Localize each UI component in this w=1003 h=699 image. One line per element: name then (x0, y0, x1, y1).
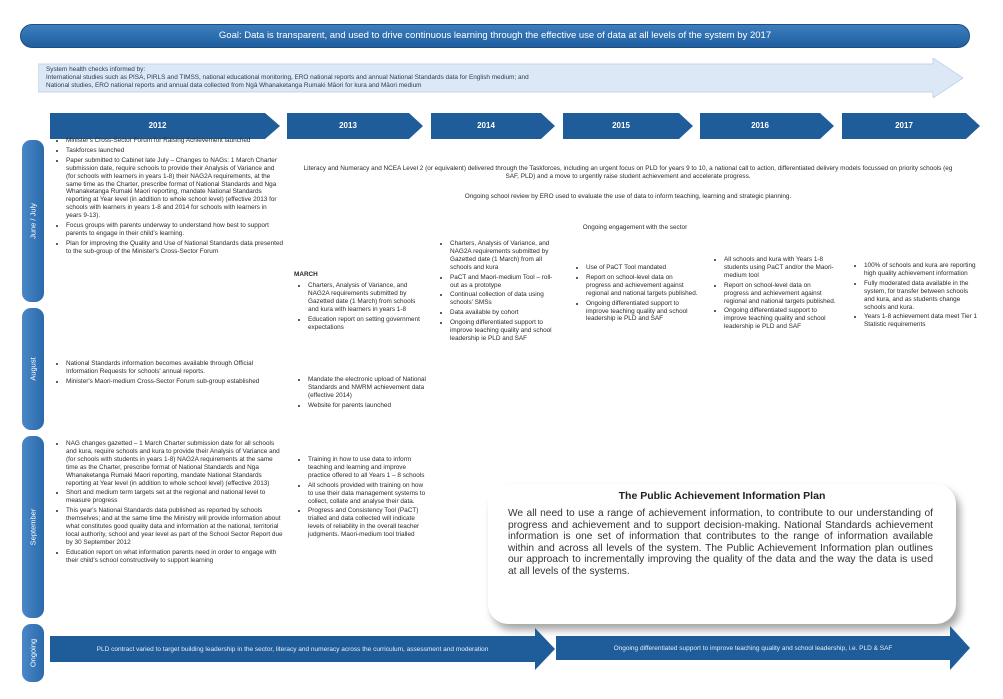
plan-title: The Public Achievement Information Plan (618, 490, 826, 502)
list-item: • Education report on what information parents need in order to engage with their child's school constructively to support learning (66, 549, 284, 565)
engagement-text: Ongoing engagement with the sector (582, 224, 688, 231)
list-item: • Plan for improving the Quality and Use of National Standards data presented to the sub-group of the Minister's Cross-Sector Forum (66, 240, 284, 256)
col-2012-august (52, 360, 284, 388)
list-item: • Report on school-level data on progress and achievement against regional and national targets published. (724, 282, 836, 306)
list-item: • Training in how to use data to inform teaching and learning and improve practice offered to all Years 1 – 8 schools (308, 456, 426, 480)
list-item: • Minister's Maori-medium Cross-Sector Forum sub-group established (66, 378, 284, 386)
list-item: • Website for parents launched (308, 402, 426, 410)
list-item: • Years 1-8 achievement data meet Tier 1 Statistic requirements (864, 313, 978, 329)
list-item: • National Standards information becomes available through Official Information Requests for schools' annual reports. (66, 360, 284, 376)
list-item: • Focus groups with parents underway to understand how best to support parents to engage in their child's learning. (66, 222, 284, 238)
side-september-label: September (28, 508, 38, 546)
side-june-july (22, 140, 44, 302)
ongoing-left-text: PLD contract varied to target building leadership in the sector, literacy and numeracy across the curriculum, assessment and moderation (96, 645, 489, 653)
list-item: • All schools and kura with Years 1-8 students using PaCT and/or the Maori-medium tool (724, 256, 836, 280)
health-title: System health checks informed by: (46, 66, 146, 73)
col-2017 (850, 262, 978, 331)
public-achievement-plan-box (488, 484, 956, 624)
list-item: • NAG changes gazetted – 1 March Charter submission date for all schools and kura, require schools and kura to provide their Analysis of Variance and (for schools with students in years 1-8) NAG2A requirements at the same time as the Charter, prescribe format of National Standards and Nga Whanaketanga Rumaki Maori reporting, mandate National Standards reporting at Year level (in addition to whole school level) (effective 2013) (66, 440, 284, 487)
list-item: • Data available by cohort (450, 309, 558, 317)
year-label-2016: 2016 (751, 121, 769, 130)
taskforces-text: Literacy and Numeracy and NCEA Level 2 (or equivalent) delivered through the Taskforces, including an urgent focus on PLD for years 9 to 10, a national call to action, differentiated delivery models focussed on priority schools (eg SAF, PLD) and a move to urgently raise student achievement and accelerate progress. (303, 165, 953, 180)
side-september (22, 436, 44, 618)
list-item: • Ongoing differentiated support to improve teaching quality and school leadership ie PLD and SAF (450, 319, 558, 343)
ongoing-arrow-right (556, 626, 970, 670)
health-text (46, 66, 926, 91)
list-item: • 100% of schools and kura are reporting high quality achievement information (864, 262, 978, 278)
col-2016 (710, 256, 836, 333)
system-health-arrow (38, 58, 963, 98)
list-item: • Minister's Cross-Sector Forum for Raising Achievement launched (66, 137, 284, 145)
year-arrow-2014 (431, 113, 555, 145)
list-item: • Education report on setting government expectations (308, 316, 426, 332)
side-ongoing (22, 624, 44, 682)
list-item: • Taskforces launched (66, 147, 284, 155)
year-label-2014: 2014 (477, 121, 495, 130)
list-item: • Mandate the electronic upload of National Standards and NWRM achievement data (effective 2014) (308, 376, 426, 400)
col-2013-mid (294, 376, 426, 412)
side-august-label: August (28, 357, 38, 381)
year-arrow-2017 (842, 113, 980, 145)
list-item: • Report on school-level data on progress and achievement against regional and national targets published. (586, 274, 698, 298)
col-2013-late (294, 456, 426, 541)
year-label-2012: 2012 (148, 121, 167, 130)
list-item: • Fully moderated data available in the system, for transfer between schools and kura, and as students change schools and kura. (864, 280, 978, 312)
col-2012-june (52, 137, 284, 258)
year-label-2017: 2017 (895, 121, 913, 130)
year-arrow-2016 (700, 113, 834, 145)
list-item: • Ongoing differentiated support to improve teaching quality and school leadership ie PLD and SAF (724, 307, 836, 331)
march-label: MARCH (294, 271, 318, 278)
list-item: • Charters, Analysis of Variance, and NAG2A requirements submitted by Gazetted date (1 March) from all schools and kura (450, 240, 558, 272)
health-line-1: International studies such as PISA, PIRLS and TIMSS, national educational monitoring, ERO national reports and annual National Standards data for English medium; and (46, 74, 529, 82)
list-item: • Continual collection of data using schools' SMSs (450, 291, 558, 307)
year-arrow-2013 (287, 113, 423, 145)
col-2014 (436, 240, 558, 345)
col-2012-september (52, 440, 284, 567)
ongoing-arrow-left (50, 628, 555, 670)
plan-body: We all need to use a range of achievement information, to contribute to our understanding of progress and achievement and to support decision-making. National Standards achievement information is one set of information that contributes to the range of information available within and across all levels of the system. The Public Achievement Information plan outlines our approach to incrementally improving the quality of the data and the way the data is used at all levels of the systems. (508, 508, 933, 577)
ongoing-right-text: Ongoing differentiated support to improve teaching quality and school leadership, i.e. PLD & SAF (613, 644, 893, 652)
list-item: • Progress and Consistency Tool (PaCT) trialled and data collected will indicate levels of reliability in the overall teacher judgments. Maori-medium tool trialled (308, 507, 426, 539)
ero-review-text: Ongoing school review by ERO used to evaluate the use of data to inform teaching, learning and strategic planning. (464, 193, 792, 200)
goal-banner: Goal: Data is transparent, and used to drive continuous learning through the effective use of data at all levels of the system by 2017 (20, 24, 970, 48)
col-2015 (572, 264, 698, 325)
list-item: • All schools provided with training on how to use their data management systems to collect, collate and analyse their data. (308, 482, 426, 506)
list-item: • PaCT and Maori-medium Tool – roll-out as a prototype (450, 274, 558, 290)
list-item: • Ongoing differentiated support to improve teaching quality and school leadership ie PLD and SAF (586, 300, 698, 324)
list-item: • Paper submitted to Cabinet late July – Changes to NAGs: 1 March Charter submission date, require schools to provide their Analysis of Variance and (for schools with learners in years 1-8) their NAG2A requirements, at the same time as the Charter, prescribe format of National Standards and Nga Whanaketanga Rumaki Maori reporting, mandate National Standards reporting at Year level (in addition to whole school level) (effective 2013 for schools with learners in years 1-8 and 2014 for schools with learners in years 9-13). (66, 157, 284, 220)
list-item: • This year's National Standards data published as reported by schools themselves; and at the same time the Ministry will provide information about what constitutes good quality data and information at the national, territorial local authority, school and year level as part of the School Sector Report due by 30 September 2012 (66, 507, 284, 547)
year-label-2015: 2015 (612, 121, 630, 130)
year-label-2013: 2013 (339, 121, 357, 130)
list-item: • Charters, Analysis of Variance, and NAG2A requirements submitted by Gazetted date (1 March) from schools and kura with learners in years 1-8 (308, 282, 426, 314)
year-arrow-2015 (563, 113, 693, 145)
list-item: • Short and medium term targets set at the regional and national level to measure progress (66, 489, 284, 505)
health-line-2: National studies, ERO national reports and annual data collected from Ngā Whanaketanga Rumaki Māori for kura and Māori medium (46, 82, 422, 90)
side-june-july-label: June / July (28, 203, 38, 239)
col-2013-march (294, 282, 426, 333)
side-ongoing-label: Ongoing (28, 638, 38, 668)
side-august (22, 308, 44, 430)
list-item: • Use of PaCT Tool mandated (586, 264, 698, 272)
